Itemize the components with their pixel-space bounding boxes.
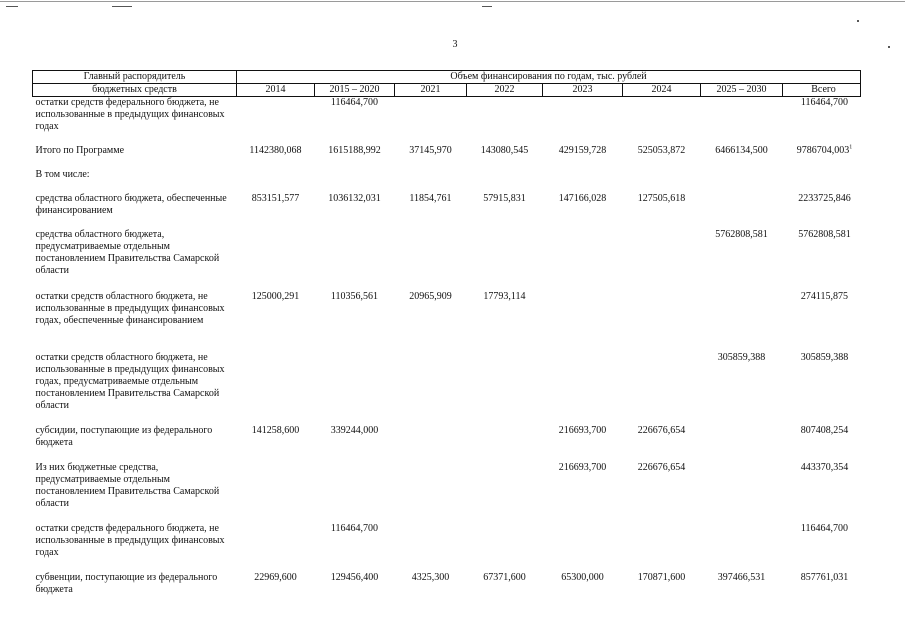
cell-value <box>467 169 543 193</box>
cell-total: 807408,254 <box>800 424 849 436</box>
header-distributor-line1: Главный распорядитель <box>33 71 237 84</box>
cell-value <box>623 352 701 425</box>
row-label: субвенции, поступающие из федерального бюджета <box>35 571 218 595</box>
scan-mark <box>482 6 492 7</box>
cell-value <box>237 462 315 523</box>
page-number: 3 <box>452 39 458 50</box>
cell-value: 1615188,992 <box>328 144 381 156</box>
financing-table <box>32 70 861 600</box>
cell-value: 525053,872 <box>637 144 686 156</box>
cell-value: 116464,700 <box>330 522 379 534</box>
cell-value <box>395 523 467 572</box>
cell-value: 65300,000 <box>561 571 604 583</box>
cell-total: 116464,700 <box>800 522 849 534</box>
row-label: субсидии, поступающие из федерального бюджета <box>35 424 213 448</box>
cell-value <box>467 97 543 145</box>
cell-total: 443370,354 <box>800 461 849 473</box>
row-label: остатки средств федерального бюджета, не использованные в предыдущих финансовых годах <box>35 522 225 558</box>
cell-value: 125000,291 <box>251 290 300 302</box>
table-row <box>33 462 861 523</box>
header-year: 2022 <box>467 84 543 97</box>
cell-value: 37145,970 <box>409 144 452 156</box>
cell-value <box>395 425 467 462</box>
header-year: 2014 <box>237 84 315 97</box>
cell-value <box>467 352 543 425</box>
cell-value <box>701 523 783 572</box>
cell-value: 226676,654 <box>637 461 686 473</box>
cell-value <box>623 229 701 291</box>
cell-value <box>623 523 701 572</box>
header-financing-group: Объем финансирования по годам, тыс. рублей <box>237 71 861 84</box>
cell-value <box>701 462 783 523</box>
cell-value: 339244,000 <box>330 424 379 436</box>
cell-value: 1142380,068 <box>249 144 302 156</box>
row-label: Из них бюджетные средства, предусматриваемые отдельным постановлением Правительства Самарской области <box>35 461 220 509</box>
cell-value <box>237 97 315 145</box>
cell-total <box>783 169 861 193</box>
cell-value <box>237 229 315 291</box>
cell-value: 143080,545 <box>480 144 529 156</box>
cell-value <box>701 425 783 462</box>
cell-value <box>467 425 543 462</box>
header-year: 2015 – 2020 <box>315 84 395 97</box>
cell-value: 57915,831 <box>483 192 526 204</box>
cell-value: 853151,577 <box>251 192 300 204</box>
cell-total: 274115,875 <box>800 290 849 302</box>
scan-speck <box>857 20 859 22</box>
cell-value <box>623 169 701 193</box>
table-row <box>33 425 861 462</box>
cell-value <box>315 462 395 523</box>
table-row <box>33 229 861 291</box>
cell-value: 4325,300 <box>411 571 450 583</box>
table-row <box>33 352 861 425</box>
cell-value: 20965,909 <box>409 290 452 302</box>
cell-value: 67371,600 <box>483 571 526 583</box>
scan-top-border <box>0 1 905 2</box>
cell-value: 147166,028 <box>558 192 607 204</box>
cell-value: 129456,400 <box>330 571 379 583</box>
cell-value <box>701 97 783 145</box>
cell-value: 397466,531 <box>717 571 766 583</box>
cell-value: 216693,700 <box>558 424 607 436</box>
scan-mark <box>6 6 18 7</box>
cell-total: 305859,388 <box>800 351 849 363</box>
cell-value <box>395 169 467 193</box>
cell-value <box>315 229 395 291</box>
table-row <box>33 291 861 352</box>
table-row-subheading <box>33 169 861 193</box>
cell-total: 2233725,846 <box>798 192 851 204</box>
cell-value <box>701 291 783 352</box>
row-label: Итого по Программе <box>35 144 125 156</box>
cell-total-value: 9786704,003 <box>796 144 850 156</box>
cell-value <box>701 169 783 193</box>
cell-value: 305859,388 <box>717 351 766 363</box>
cell-value <box>395 462 467 523</box>
cell-total <box>783 145 861 169</box>
cell-value <box>543 352 623 425</box>
cell-value <box>543 97 623 145</box>
table-row-program-total <box>33 145 861 169</box>
cell-value <box>237 523 315 572</box>
table-row <box>33 193 861 229</box>
header-year: 2024 <box>623 84 701 97</box>
scan-speck <box>888 46 890 48</box>
cell-value: 6466134,500 <box>715 144 768 156</box>
header-year: 2023 <box>543 84 623 97</box>
header-total: Всего <box>783 84 861 97</box>
cell-value <box>315 169 395 193</box>
cell-value <box>315 352 395 425</box>
row-label: В том числе: <box>35 168 90 180</box>
cell-value: 17793,114 <box>483 290 526 302</box>
cell-value <box>395 352 467 425</box>
cell-total: 857761,031 <box>800 571 849 583</box>
scan-mark <box>112 6 132 7</box>
cell-value <box>237 169 315 193</box>
footnote-mark: 1 <box>849 144 853 151</box>
cell-total: 116464,700 <box>800 97 849 108</box>
cell-value: 11854,761 <box>409 192 452 204</box>
cell-value: 226676,654 <box>637 424 686 436</box>
cell-value: 5762808,581 <box>715 228 768 240</box>
cell-value <box>543 229 623 291</box>
cell-value <box>543 523 623 572</box>
row-label: остатки средств областного бюджета, не использованные в предыдущих финансовых годах, обеспеченные финансированием <box>35 290 225 326</box>
cell-value: 116464,700 <box>330 97 379 108</box>
header-distributor-line2: бюджетных средств <box>33 84 237 97</box>
cell-value <box>467 523 543 572</box>
table-row <box>33 523 861 572</box>
cell-value: 1036132,031 <box>328 192 381 204</box>
cell-value: 22969,600 <box>254 571 297 583</box>
cell-value <box>701 193 783 229</box>
cell-value <box>395 97 467 145</box>
cell-value <box>237 352 315 425</box>
header-year: 2025 – 2030 <box>701 84 783 97</box>
cell-value <box>395 229 467 291</box>
row-label: остатки средств областного бюджета, не использованные в предыдущих финансовых годах, предусматриваемые отдельным постановлением Правительства Самарской области <box>35 351 225 411</box>
cell-value <box>467 229 543 291</box>
cell-value <box>623 291 701 352</box>
cell-value: 110356,561 <box>330 290 379 302</box>
cell-value <box>543 169 623 193</box>
cell-value <box>623 97 701 145</box>
cell-value: 127505,618 <box>637 192 686 204</box>
cell-value: 216693,700 <box>558 461 607 473</box>
table-row <box>33 572 861 600</box>
cell-value <box>543 291 623 352</box>
cell-value <box>467 462 543 523</box>
row-label: средства областного бюджета, предусматриваемые отдельным постановлением Правительства Самарской области <box>35 228 220 276</box>
cell-value: 141258,600 <box>251 424 300 436</box>
cell-value: 429159,728 <box>558 144 607 156</box>
header-year: 2021 <box>395 84 467 97</box>
row-label: средства областного бюджета, обеспеченные финансированием <box>35 192 227 216</box>
cell-total: 5762808,581 <box>798 228 851 240</box>
row-label: остатки средств федерального бюджета, не использованные в предыдущих финансовых годах <box>35 97 225 132</box>
cell-value: 170871,600 <box>637 571 686 583</box>
table-row <box>33 97 861 145</box>
